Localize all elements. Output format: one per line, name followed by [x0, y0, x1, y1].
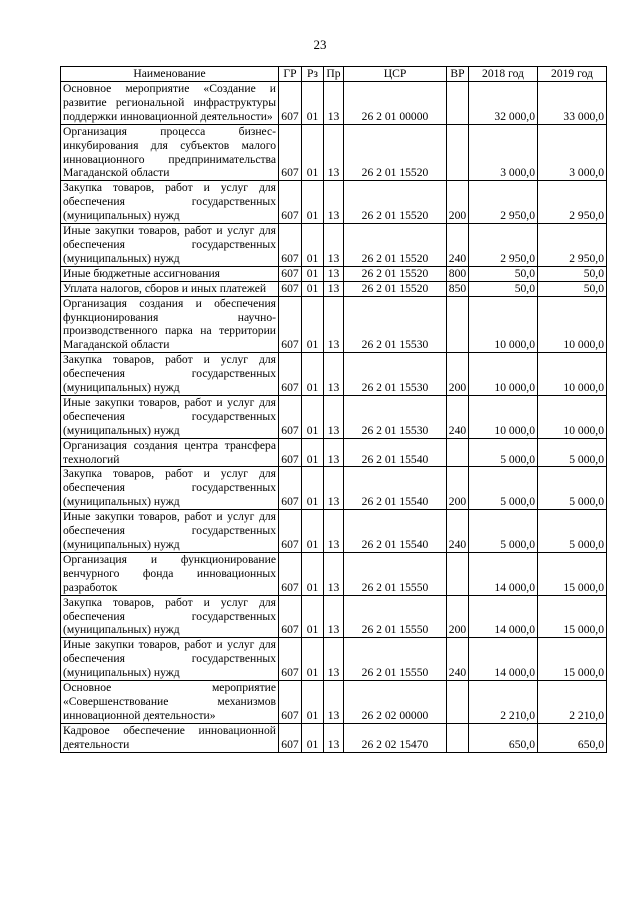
row-2019: 5 000,0	[538, 467, 607, 510]
row-gr: 607	[279, 467, 302, 510]
table-row	[61, 723, 607, 752]
row-2018: 10 000,0	[469, 296, 538, 353]
row-csr: 26 2 01 15520	[344, 281, 447, 296]
page-number: 23	[313, 37, 327, 52]
row-csr: 26 2 01 15520	[344, 266, 447, 281]
row-2019: 15 000,0	[538, 638, 607, 681]
row-name: Иные закупки товаров, работ и услуг для обеспечения государственных (муниципальных) нужд	[61, 224, 279, 267]
row-csr: 26 2 01 15520	[344, 181, 447, 224]
table-row	[61, 281, 607, 296]
row-csr: 26 2 02 00000	[344, 681, 447, 724]
header-2019: 2019 год	[538, 67, 607, 82]
row-rz: 01	[302, 82, 324, 125]
table-row	[61, 510, 607, 553]
header-pr: Пр	[324, 67, 344, 82]
row-rz: 01	[302, 224, 324, 267]
row-2019: 50,0	[538, 266, 607, 281]
row-name: Основное мероприятие «Совершенствование механизмов инновационной деятельности»	[61, 681, 279, 724]
table-body	[61, 82, 607, 753]
row-gr: 607	[279, 510, 302, 553]
row-gr: 607	[279, 353, 302, 396]
row-gr: 607	[279, 296, 302, 353]
row-2019: 15 000,0	[538, 595, 607, 638]
row-2018: 50,0	[469, 266, 538, 281]
row-name: Закупка товаров, работ и услуг для обеспечения государственных (муниципальных) нужд	[61, 353, 279, 396]
row-gr: 607	[279, 638, 302, 681]
row-csr: 26 2 01 15520	[344, 224, 447, 267]
row-vr: 850	[447, 281, 469, 296]
row-name: Организация создания и обеспечения функционирования научно-производственного парка на территории Магаданской области	[61, 296, 279, 353]
row-2019: 50,0	[538, 281, 607, 296]
row-pr: 13	[324, 681, 344, 724]
row-2018: 2 950,0	[469, 224, 538, 267]
row-2018: 5 000,0	[469, 467, 538, 510]
row-vr: 240	[447, 395, 469, 438]
row-2019: 2 210,0	[538, 681, 607, 724]
row-pr: 13	[324, 82, 344, 125]
row-rz: 01	[302, 638, 324, 681]
row-gr: 607	[279, 266, 302, 281]
row-gr: 607	[279, 438, 302, 467]
row-2018: 3 000,0	[469, 124, 538, 181]
row-pr: 13	[324, 181, 344, 224]
row-pr: 13	[324, 552, 344, 595]
row-rz: 01	[302, 467, 324, 510]
table-row	[61, 395, 607, 438]
row-vr	[447, 82, 469, 125]
row-rz: 01	[302, 595, 324, 638]
row-vr	[447, 552, 469, 595]
row-pr: 13	[324, 353, 344, 396]
row-csr: 26 2 01 15530	[344, 353, 447, 396]
row-pr: 13	[324, 124, 344, 181]
row-rz: 01	[302, 124, 324, 181]
row-csr: 26 2 01 15550	[344, 552, 447, 595]
row-2018: 14 000,0	[469, 638, 538, 681]
row-name: Организация и функционирование венчурного фонда инновационных разработок	[61, 552, 279, 595]
row-2019: 5 000,0	[538, 510, 607, 553]
row-csr: 26 2 01 15540	[344, 438, 447, 467]
table-row	[61, 124, 607, 181]
row-vr	[447, 124, 469, 181]
row-pr: 13	[324, 224, 344, 267]
row-rz: 01	[302, 681, 324, 724]
row-2018: 10 000,0	[469, 395, 538, 438]
row-rz: 01	[302, 353, 324, 396]
row-vr	[447, 438, 469, 467]
row-vr: 200	[447, 353, 469, 396]
row-gr: 607	[279, 595, 302, 638]
row-pr: 13	[324, 296, 344, 353]
row-gr: 607	[279, 124, 302, 181]
table-row	[61, 353, 607, 396]
row-name: Организация процесса бизнес-инкубирования для субъектов малого инновационного предпринимательства Магаданской области	[61, 124, 279, 181]
row-name: Уплата налогов, сборов и иных платежей	[61, 281, 279, 296]
row-2019: 650,0	[538, 723, 607, 752]
row-2019: 2 950,0	[538, 181, 607, 224]
row-pr: 13	[324, 281, 344, 296]
row-rz: 01	[302, 723, 324, 752]
row-2019: 10 000,0	[538, 395, 607, 438]
row-2018: 14 000,0	[469, 595, 538, 638]
row-name: Иные закупки товаров, работ и услуг для обеспечения государственных (муниципальных) нужд	[61, 638, 279, 681]
row-csr: 26 2 01 15530	[344, 395, 447, 438]
row-rz: 01	[302, 296, 324, 353]
row-2018: 5 000,0	[469, 510, 538, 553]
table-row	[61, 638, 607, 681]
header-rz: Рз	[302, 67, 324, 82]
row-rz: 01	[302, 281, 324, 296]
row-gr: 607	[279, 552, 302, 595]
row-gr: 607	[279, 723, 302, 752]
table-row	[61, 224, 607, 267]
row-name: Иные закупки товаров, работ и услуг для обеспечения государственных (муниципальных) нужд	[61, 510, 279, 553]
row-pr: 13	[324, 467, 344, 510]
row-2018: 650,0	[469, 723, 538, 752]
row-rz: 01	[302, 266, 324, 281]
row-2018: 50,0	[469, 281, 538, 296]
row-name: Иные закупки товаров, работ и услуг для обеспечения государственных (муниципальных) нужд	[61, 395, 279, 438]
table-row	[61, 595, 607, 638]
row-name: Иные бюджетные ассигнования	[61, 266, 279, 281]
row-vr: 200	[447, 181, 469, 224]
table-row	[61, 438, 607, 467]
row-csr: 26 2 01 15540	[344, 510, 447, 553]
row-vr	[447, 296, 469, 353]
table-row	[61, 467, 607, 510]
row-2018: 2 210,0	[469, 681, 538, 724]
row-2019: 33 000,0	[538, 82, 607, 125]
row-gr: 607	[279, 681, 302, 724]
row-2019: 10 000,0	[538, 353, 607, 396]
row-2019: 10 000,0	[538, 296, 607, 353]
row-pr: 13	[324, 510, 344, 553]
header-2018: 2018 год	[469, 67, 538, 82]
row-gr: 607	[279, 82, 302, 125]
row-name: Закупка товаров, работ и услуг для обеспечения государственных (муниципальных) нужд	[61, 595, 279, 638]
row-2019: 2 950,0	[538, 224, 607, 267]
row-pr: 13	[324, 395, 344, 438]
row-vr	[447, 723, 469, 752]
table-row	[61, 82, 607, 125]
row-2019: 15 000,0	[538, 552, 607, 595]
row-pr: 13	[324, 595, 344, 638]
row-2019: 3 000,0	[538, 124, 607, 181]
row-2018: 10 000,0	[469, 353, 538, 396]
row-vr: 200	[447, 467, 469, 510]
row-csr: 26 2 01 15550	[344, 595, 447, 638]
row-rz: 01	[302, 181, 324, 224]
row-2018: 2 950,0	[469, 181, 538, 224]
row-2018: 14 000,0	[469, 552, 538, 595]
row-name: Основное мероприятие «Создание и развитие региональной инфраструктуры поддержки инновационной деятельности»	[61, 82, 279, 125]
row-name: Кадровое обеспечение инновационной деятельности	[61, 723, 279, 752]
table-row	[61, 552, 607, 595]
header-name: Наименование	[61, 67, 279, 82]
table-row	[61, 296, 607, 353]
row-2018: 5 000,0	[469, 438, 538, 467]
row-vr	[447, 681, 469, 724]
row-rz: 01	[302, 510, 324, 553]
row-2019: 5 000,0	[538, 438, 607, 467]
row-csr: 26 2 01 15520	[344, 124, 447, 181]
row-name: Организация создания центра трансфера технологий	[61, 438, 279, 467]
row-vr: 200	[447, 595, 469, 638]
row-vr: 240	[447, 224, 469, 267]
table-row	[61, 266, 607, 281]
row-pr: 13	[324, 438, 344, 467]
row-gr: 607	[279, 395, 302, 438]
row-name: Закупка товаров, работ и услуг для обеспечения государственных (муниципальных) нужд	[61, 181, 279, 224]
row-csr: 26 2 02 15470	[344, 723, 447, 752]
row-rz: 01	[302, 438, 324, 467]
row-csr: 26 2 01 15540	[344, 467, 447, 510]
row-rz: 01	[302, 552, 324, 595]
header-gr: ГР	[279, 67, 302, 82]
row-csr: 26 2 01 15530	[344, 296, 447, 353]
row-pr: 13	[324, 638, 344, 681]
row-csr: 26 2 01 15550	[344, 638, 447, 681]
row-gr: 607	[279, 181, 302, 224]
budget-table	[60, 66, 607, 753]
table-header-row	[61, 67, 607, 82]
row-vr: 240	[447, 638, 469, 681]
table-row	[61, 181, 607, 224]
row-csr: 26 2 01 00000	[344, 82, 447, 125]
row-gr: 607	[279, 224, 302, 267]
row-2018: 32 000,0	[469, 82, 538, 125]
row-rz: 01	[302, 395, 324, 438]
row-pr: 13	[324, 723, 344, 752]
row-gr: 607	[279, 281, 302, 296]
row-name: Закупка товаров, работ и услуг для обеспечения государственных (муниципальных) нужд	[61, 467, 279, 510]
row-pr: 13	[324, 266, 344, 281]
row-vr: 240	[447, 510, 469, 553]
row-vr: 800	[447, 266, 469, 281]
table-row	[61, 681, 607, 724]
header-vr: ВР	[447, 67, 469, 82]
header-csr: ЦСР	[344, 67, 447, 82]
